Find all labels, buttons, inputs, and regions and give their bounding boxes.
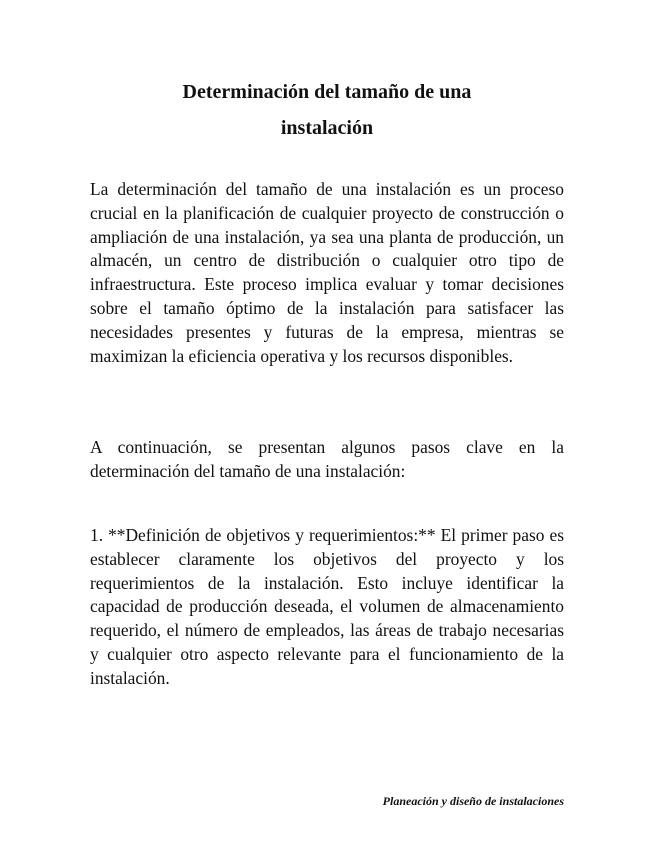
intro-paragraph: La determinación del tamaño de una instalación es un proceso crucial en la planificación de cualquier proyecto de construcción o ampliación de una instalación, ya sea una planta de producción, un almacén, un centro de distribución o cualquier otro tipo de infraestructura. Este proceso implica evaluar y tomar decisiones sobre el tamaño óptimo de la instalación para satisfacer las necesidades presentes y futuras de la empresa, mientras se maximizan la eficiencia operativa y los recursos disponibles. bbox=[90, 179, 564, 366]
page-title bbox=[90, 74, 564, 146]
title-line-2: instalación bbox=[280, 117, 374, 139]
step-1-paragraph: 1. **Definición de objetivos y requerimientos:** El primer paso es establecer claramente los objetivos del proyecto y los requerimientos de la instalación. Esto incluye identificar la capacidad de producción deseada, el volumen de almacenamiento requerido, el número de empleados, las áreas de trabajo necesarias y cualquier otro aspecto relevante para el funcionamiento de la instalación. bbox=[90, 525, 564, 688]
steps-intro-paragraph: A continuación, se presentan algunos pasos clave en la determinación del tamaño de una instalación: bbox=[90, 437, 564, 481]
page-footer: Planeación y diseño de instalaciones bbox=[382, 794, 564, 808]
title-line-1: Determinación del tamaño de una bbox=[182, 81, 472, 103]
